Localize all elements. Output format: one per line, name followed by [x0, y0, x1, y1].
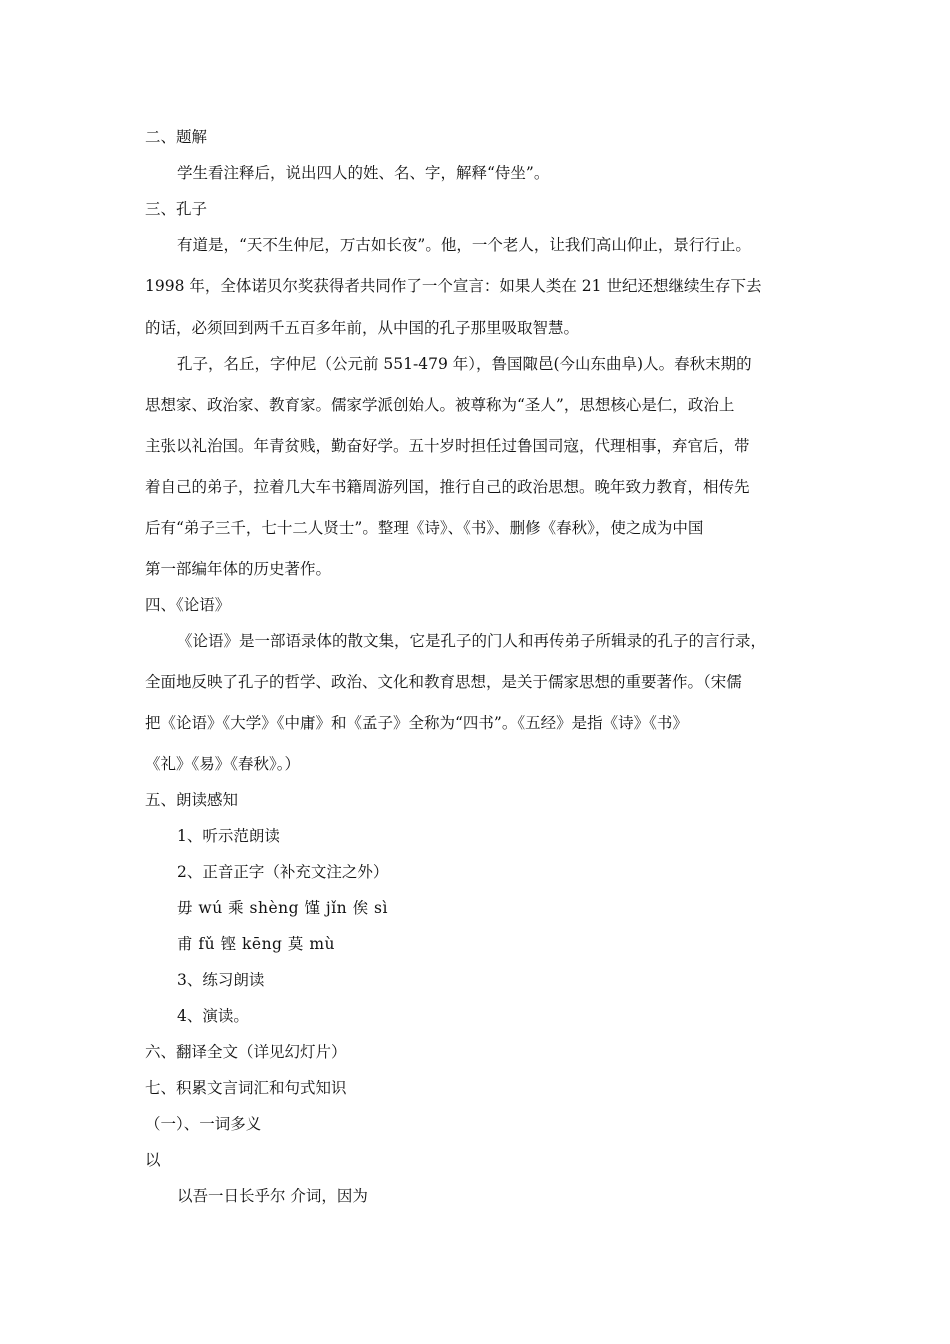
pinyin-line: 毋 wú 乘 shèng 馑 jǐn 俟 sì [177, 899, 388, 917]
paragraph-line: 有道是，“天不生仲尼，万古如长夜”。他，一个老人，让我们高山仰止，景行行止。 [177, 236, 751, 254]
paragraph-line: 把《论语》《大学》《中庸》和《孟子》全称为“四书”。《五经》是指《诗》《书》 [145, 714, 688, 732]
list-item: 2、正音正字（补充文注之外） [177, 863, 389, 881]
pinyin-line: 甫 fǔ 铿 kēng 莫 mù [177, 935, 336, 953]
list-item: 1、听示范朗读 [177, 827, 280, 845]
section-heading-kongzi: 三、孔子 [145, 200, 208, 218]
vocab-word: 以 [145, 1151, 161, 1169]
paragraph-line: 主张以礼治国。年青贫贱，勤奋好学。五十岁时担任过鲁国司寇，代理相事，弃官后，带 [145, 437, 750, 455]
section-heading-tijie: 二、题解 [145, 128, 208, 146]
section-heading-jilei: 七、积累文言词汇和句式知识 [145, 1079, 347, 1097]
paragraph-line: 着自己的弟子，拉着几大车书籍周游列国，推行自己的政治思想。晚年致力教育，相传先 [145, 478, 750, 496]
paragraph-line: 《论语》是一部语录体的散文集，它是孔子的门人和再传弟子所辑录的孔子的言行录， [177, 632, 767, 650]
list-item: 3、练习朗读 [177, 971, 265, 989]
paragraph-line: 第一部编年体的历史著作。 [145, 560, 332, 578]
paragraph-line: 1998 年，全体诺贝尔奖获得者共同作了一个宣言：如果人类在 21 世纪还想继续生存下去 [145, 277, 762, 295]
vocab-example: 以吾一日长乎尔 介词，因为 [177, 1187, 368, 1205]
list-item: 4、演读。 [177, 1007, 249, 1025]
paragraph-line: 思想家、政治家、教育家。儒家学派创始人。被尊称为“圣人”，思想核心是仁，政治上 [145, 396, 735, 414]
section-heading-lunyu: 四、《论语》 [145, 596, 231, 614]
section-heading-fanyi: 六、翻译全文（详见幻灯片） [145, 1043, 347, 1061]
subsection-heading: （一）、一词多义 [145, 1115, 262, 1133]
paragraph: 学生看注释后，说出四人的姓、名、字，解释“侍坐”。 [177, 164, 550, 182]
paragraph-line: 全面地反映了孔子的哲学、政治、文化和教育思想，是关于儒家思想的重要著作。（宋儒 [145, 673, 742, 691]
paragraph-line: 后有“弟子三千，七十二人贤士”。整理《诗》、《书》、删修《春秋》，使之成为中国 [145, 519, 704, 537]
section-heading-langdu: 五、朗读感知 [145, 791, 239, 809]
paragraph-line: 的话，必须回到两千五百多年前，从中国的孔子那里吸取智慧。 [145, 319, 580, 337]
paragraph-line: 《礼》《易》《春秋》。） [145, 755, 301, 773]
paragraph-line: 孔子，名丘，字仲尼（公元前 551-479 年），鲁国陬邑(今山东曲阜)人。春秋末期的 [177, 355, 752, 373]
